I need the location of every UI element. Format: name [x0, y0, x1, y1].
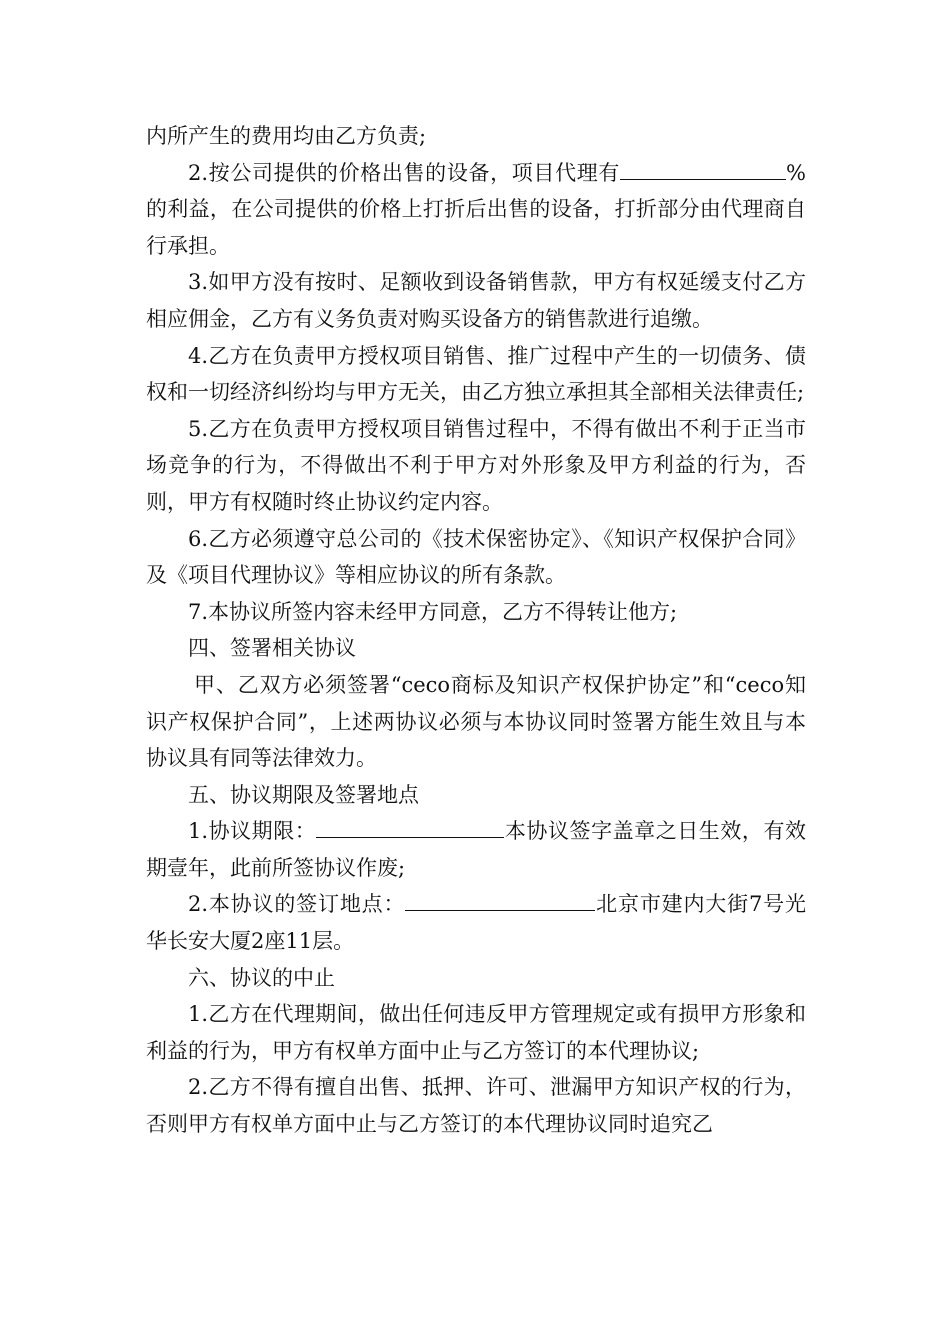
clause-2 — [146, 155, 806, 265]
section-heading-4: 四、签署相关协议 — [188, 636, 356, 661]
fill-blank-percentage — [620, 155, 786, 180]
clause-6: 6.乙方必须遵守总公司的《技术保密协定》、《知识产权保护合同》及《项目代理协议》等相应协议的所有条款。 — [146, 526, 806, 588]
section-heading-6: 六、协议的中止 — [188, 965, 335, 990]
termination-clause-2: 2.乙方不得有擅自出售、抵押、许可、泄漏甲方知识产权的行为，否则甲方有权单方面中止与乙方签订的本代理协议同时追究乙 — [146, 1075, 806, 1137]
fill-blank-term — [316, 813, 504, 838]
location-text: 北京市建内大街7号光华长安大厦2座11层。 — [146, 892, 806, 954]
clause-7: 7.本协议所签内容未经甲方同意，乙方不得转让他方; — [188, 599, 678, 624]
fill-blank-location — [405, 886, 595, 911]
clause-5: 5.乙方在负责甲方授权项目销售过程中，不得有做出不利于正当市场竞争的行为，不得做出不利于甲方对外形象及甲方利益的行为，否则，甲方有权随时终止协议约定内容。 — [146, 416, 806, 514]
document-body — [146, 118, 806, 1143]
clause-2-text-cont: %的利益，在公司提供的价格上打折后出售的设备，打折部分由代理商自行承担。 — [146, 160, 806, 258]
clause-2-text: 2.按公司提供的价格出售的设备，项目代理有 — [188, 160, 621, 185]
location-label: 2.本协议的签订地点： — [188, 892, 406, 917]
termination-clause-1: 1.乙方在代理期间，做出任何违反甲方管理规定或有损甲方形象和利益的行为，甲方有权单方面中止与乙方签订的本代理协议; — [146, 1002, 806, 1063]
location-clause — [146, 886, 806, 959]
term-text: 本协议签字盖章之日生效，有效期壹年，此前所签协议作废; — [146, 819, 806, 880]
section-heading-5: 五、协议期限及签署地点 — [188, 782, 419, 807]
clause-3: 3.如甲方没有按时、足额收到设备销售款，甲方有权延缓支付乙方相应佣金，乙方有义务负责对购买设备方的销售款进行追缴。 — [146, 270, 806, 331]
paragraph-1: 内所产生的费用均由乙方负责; — [146, 124, 427, 148]
section-4-paragraph: 甲、乙双方必须签署“ceco商标及知识产权保护协定”和“ceco知识产权保护合同”，上述两协议必须与本协议同时签署方能生效且与本协议具有同等法律效力。 — [146, 672, 806, 771]
term-clause — [146, 813, 806, 886]
term-label: 1.协议期限： — [188, 819, 317, 844]
clause-4: 4.乙方在负责甲方授权项目销售、推广过程中产生的一切债务、债权和一切经济纠纷均与甲方无关，由乙方独立承担其全部相关法律责任; — [146, 343, 806, 405]
